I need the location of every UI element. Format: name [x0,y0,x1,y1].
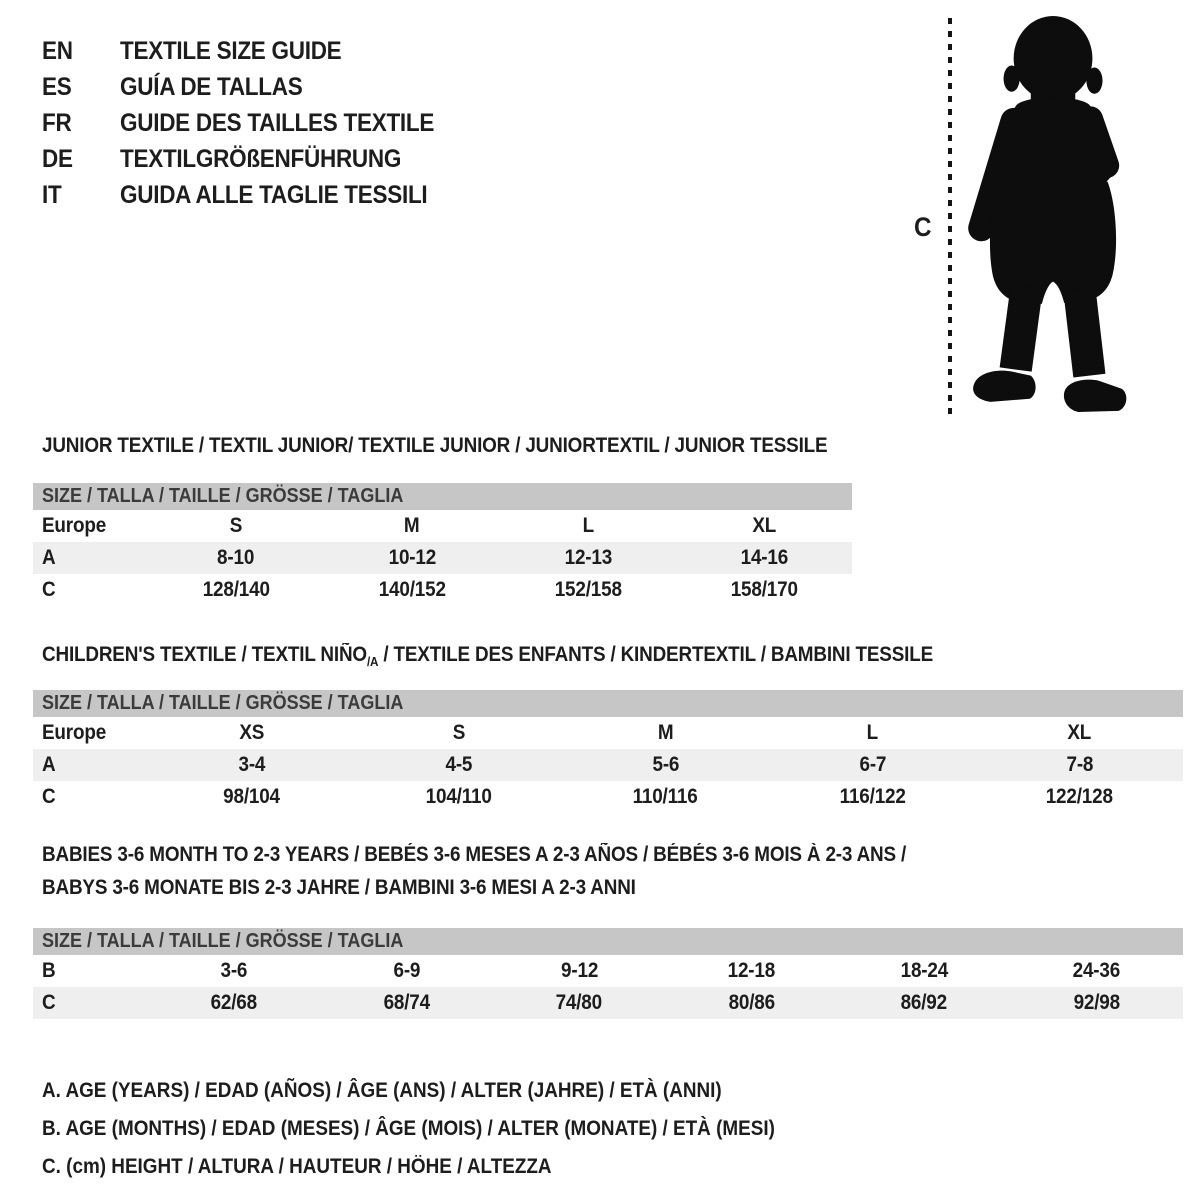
row-label: C [42,991,56,1014]
title-subscript: /A [366,654,379,669]
table-row [33,574,852,606]
height-dimension-label: C [914,212,932,242]
table-row [33,749,1183,781]
row-label: B [42,959,56,982]
babies-section-title-line1: BABIES 3-6 MONTH TO 2-3 YEARS / BEBÉS 3-6 MESES A 2-3 AÑOS / BÉBÉS 3-6 MOIS À 2-3 ANS / [42,843,907,866]
language-row-it [42,177,469,213]
table-cell: 110/116 [633,785,698,808]
table-cell: S [229,514,243,537]
size-header-bar [33,483,852,510]
table-cell: 4-5 [445,753,472,776]
table-row [33,781,1183,813]
table-cell: XL [752,514,776,537]
table-cell: M [404,514,420,537]
table-cell: 7-8 [1066,753,1093,776]
table-cell: 18-24 [900,959,948,982]
table-cell: 24-36 [1073,959,1121,982]
size-header-label: SIZE / TALLA / TAILLE / GRÖSSE / TAGLIA [42,692,404,714]
table-cell: 14-16 [740,546,788,569]
children-section-title: CHILDREN'S TEXTILE / TEXTIL $NIÑO_{/A}$ / TEXTILE DES ENFANTS / KINDERTEXTIL / BAMBINI TESSILE [42,643,934,669]
table-cell: 92/98 [1073,991,1120,1014]
table-cell: XS [239,721,264,744]
table-row [33,987,1183,1019]
row-label: C [42,785,56,808]
language-code: EN [42,36,73,65]
table-cell: 10-12 [388,546,436,569]
guide-title-fr: GUIDE DES TAILLES TEXTILE [120,108,435,137]
table-cell: 6-7 [859,753,886,776]
table-cell: S [452,721,465,744]
table-cell: 140/152 [378,578,446,601]
language-code: DE [42,144,73,173]
table-cell: 5-6 [652,753,679,776]
table-cell: 12-13 [564,546,612,569]
table-cell: L [866,721,879,744]
row-label: A [42,753,56,776]
table-cell: 62/68 [211,991,258,1014]
note-c: C. (cm) HEIGHT / ALTURA / HAUTEUR / HÖHE / ALTEZZA [42,1155,552,1178]
height-dimension-line [948,18,952,416]
guide-title-de: TEXTILGRÖßENFÜHRUNG [120,144,402,173]
table-row [33,510,852,542]
junior-size-table [33,483,852,606]
junior-section-title: JUNIOR TEXTILE / TEXTIL JUNIOR/ TEXTILE JUNIOR / JUNIORTEXTIL / JUNIOR TESSILE [42,434,828,457]
row-label: Europe [42,514,107,537]
table-cell: 158/170 [730,578,798,601]
table-cell: 116/122 [839,785,906,808]
language-code: ES [42,72,72,101]
toddler-silhouette-icon [963,14,1137,418]
table-cell: 12-18 [728,959,776,982]
table-row [33,542,852,574]
table-cell: 3-6 [220,959,248,982]
table-cell: 3-4 [238,753,265,776]
table-cell: 6-9 [393,959,421,982]
row-label: Europe [42,721,107,744]
table-cell: 122/128 [1045,785,1114,808]
table-cell: XL [1067,721,1092,744]
table-cell: 9-12 [560,959,598,982]
language-code: IT [42,180,62,209]
table-cell: M [657,721,674,744]
children-size-table [33,690,1183,813]
size-header-bar [33,690,1183,717]
language-row-en [42,33,469,69]
table-row [33,717,1183,749]
table-cell: 68/74 [383,991,430,1014]
babies-size-table [33,928,1183,1019]
guide-title-en: TEXTILE SIZE GUIDE [120,36,342,65]
guide-title-es: GUÍA DE TALLAS [120,72,303,101]
babies-section-title-line2: BABYS 3-6 MONATE BIS 2-3 JAHRE / BAMBINI 3-6 MESI A 2-3 ANNI [42,876,636,899]
language-row-de [42,141,469,177]
guide-title-it: GUIDA ALLE TAGLIE TESSILI [120,180,428,209]
size-header-bar [33,928,1183,955]
row-label: C [42,578,56,601]
table-cell: 152/158 [554,578,622,601]
language-row-es [42,69,469,105]
language-row-fr [42,105,469,141]
size-header-label: SIZE / TALLA / TAILLE / GRÖSSE / TAGLIA [42,485,404,507]
note-b: B. AGE (MONTHS) / EDAD (MESES) / ÂGE (MOIS) / ALTER (MONATE) / ETÀ (MESI) [42,1117,775,1140]
language-title-list [42,33,469,213]
table-cell: L [582,514,594,537]
table-cell: 128/140 [202,578,270,601]
language-code: FR [42,108,72,137]
table-cell: 80/86 [728,991,775,1014]
legend-notes [42,1072,856,1186]
table-cell: 86/92 [901,991,948,1014]
table-row [33,955,1183,987]
table-cell: 98/104 [223,785,280,808]
table-cell: 104/110 [425,785,492,808]
table-cell: 8-10 [217,546,255,569]
table-cell: 74/80 [556,991,603,1014]
row-label: A [42,546,56,569]
size-header-label: SIZE / TALLA / TAILLE / GRÖSSE / TAGLIA [42,930,404,952]
note-a: A. AGE (YEARS) / EDAD (AÑOS) / ÂGE (ANS) / ALTER (JAHRE) / ETÀ (ANNI) [42,1079,722,1102]
